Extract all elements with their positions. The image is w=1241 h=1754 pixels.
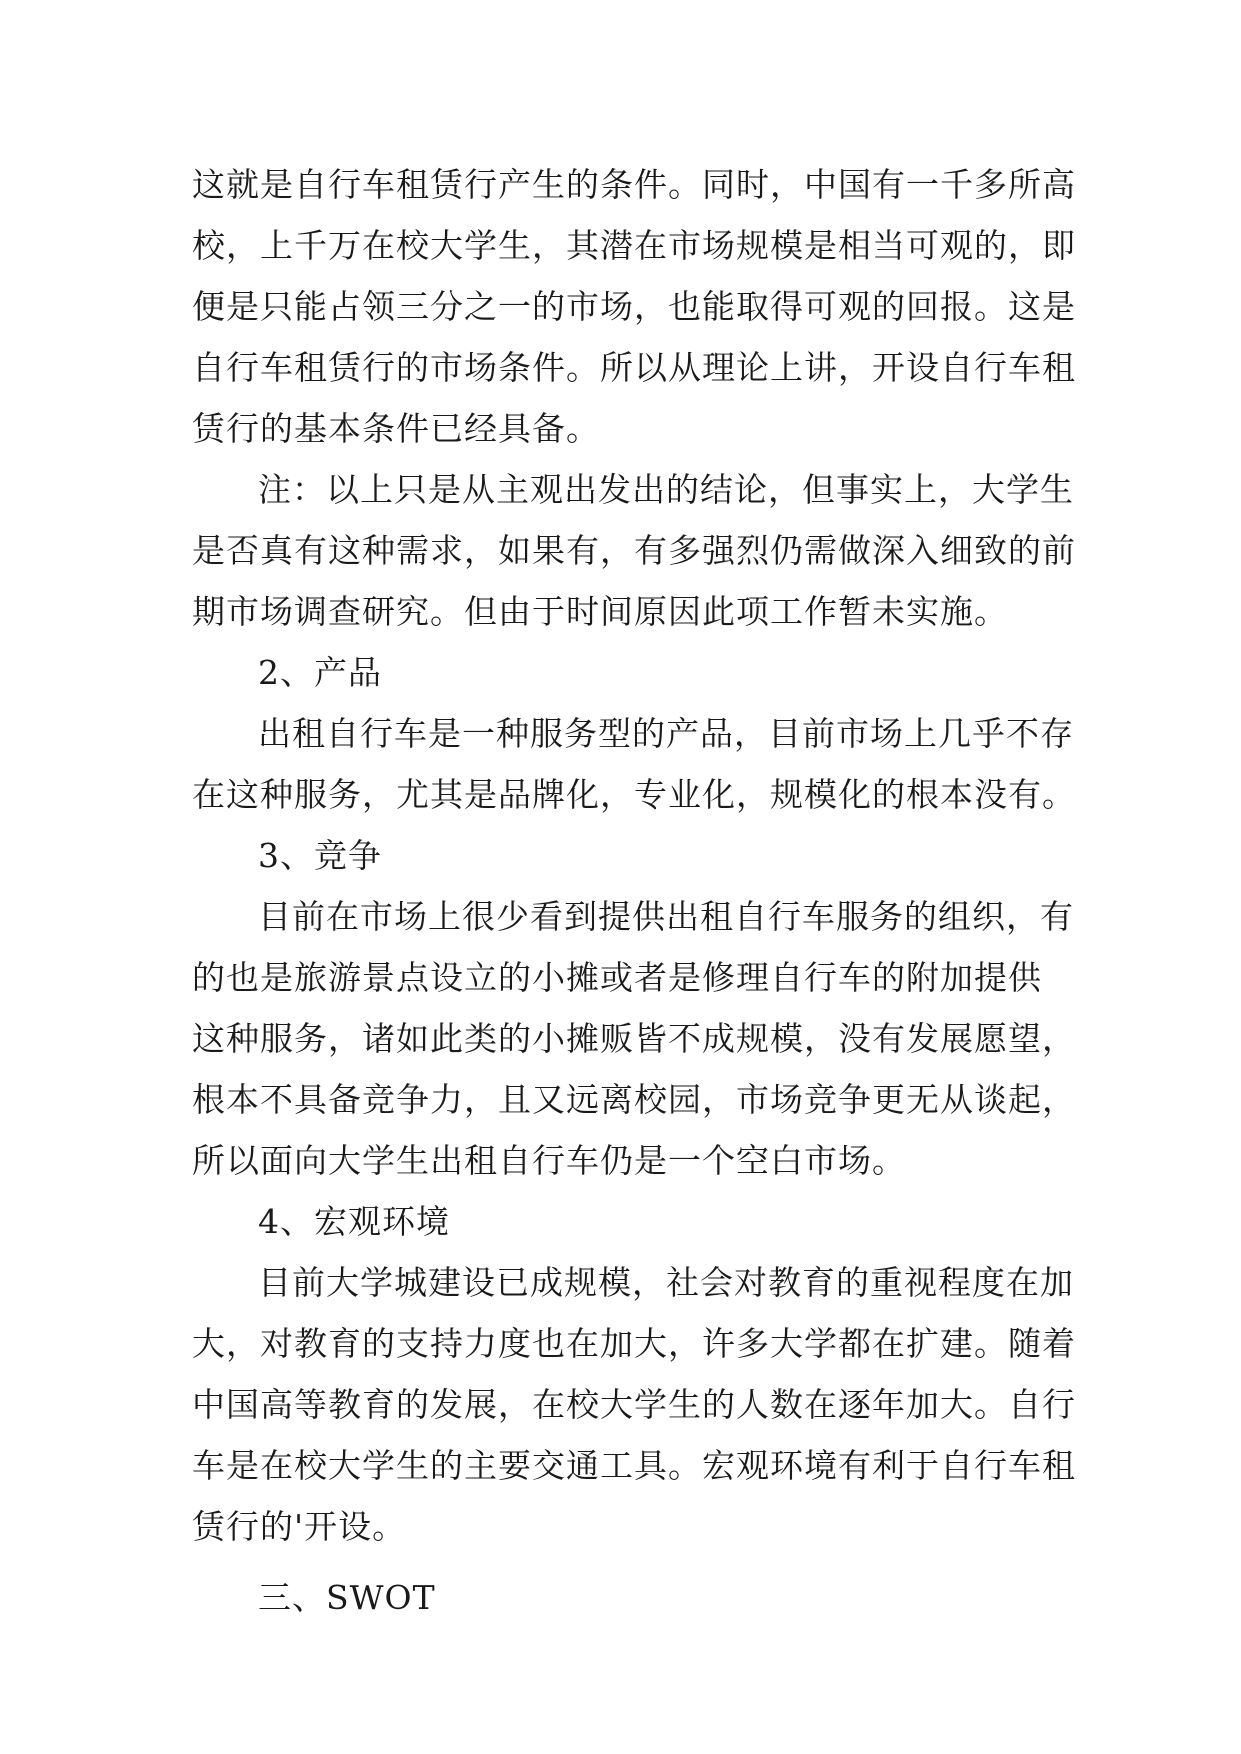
paragraph-line: 期市场调查研究。但由于时间原因此项工作暂未实施。 — [192, 592, 1008, 631]
paragraph-line: 出租自行车是一种服务型的产品，目前市场上几乎不存 — [258, 714, 1074, 753]
section-heading-product: 2、产品 — [258, 653, 382, 692]
paragraph-line: 所以面向大学生出租自行车仍是一个空白市场。 — [192, 1141, 906, 1180]
paragraph-line: 赁行的基本条件已经具备。 — [192, 409, 600, 448]
paragraph-line: 自行车租赁行的市场条件。所以从理论上讲，开设自行车租 — [192, 348, 1076, 387]
paragraph-line: 赁行的'开设。 — [192, 1507, 407, 1546]
paragraph-line: 这种服务，诸如此类的小摊贩皆不成规模，没有发展愿望， — [192, 1019, 1076, 1058]
paragraph-line: 便是只能占领三分之一的市场，也能取得可观的回报。这是 — [192, 287, 1076, 326]
paragraph-line: 中国高等教育的发展，在校大学生的人数在逐年加大。自行 — [192, 1385, 1076, 1424]
paragraph-line: 在这种服务，尤其是品牌化，专业化，规模化的根本没有。 — [192, 775, 1076, 814]
note-line: 注：以上只是从主观出发出的结论，但事实上，大学生 — [258, 470, 1074, 509]
paragraph-line: 目前大学城建设已成规模，社会对教育的重视程度在加 — [258, 1263, 1074, 1302]
spacer — [192, 1557, 1072, 1567]
paragraph-line: 这就是自行车租赁行产生的条件。同时，中国有一千多所高 — [192, 165, 1076, 204]
paragraph-line: 车是在校大学生的主要交通工具。宏观环境有利于自行车租 — [192, 1446, 1076, 1485]
paragraph-line: 的也是旅游景点设立的小摊或者是修理自行车的附加提供 — [192, 958, 1042, 997]
document-body — [192, 154, 1076, 1628]
paragraph-line: 目前在市场上很少看到提供出租自行车服务的组织，有 — [258, 897, 1074, 936]
paragraph-line: 是否真有这种需求，如果有，有多强烈仍需做深入细致的前 — [192, 531, 1076, 570]
section-heading-competition: 3、竞争 — [258, 836, 382, 875]
paragraph-line: 根本不具备竞争力，且又远离校园，市场竞争更无从谈起， — [192, 1080, 1076, 1119]
section-heading-swot: 三、SWOT — [258, 1578, 436, 1617]
paragraph-line: 校，上千万在校大学生，其潜在市场规模是相当可观的，即 — [192, 226, 1076, 265]
section-heading-macro-environment: 4、宏观环境 — [258, 1202, 450, 1241]
paragraph-line: 大，对教育的支持力度也在加大，许多大学都在扩建。随着 — [192, 1324, 1076, 1363]
